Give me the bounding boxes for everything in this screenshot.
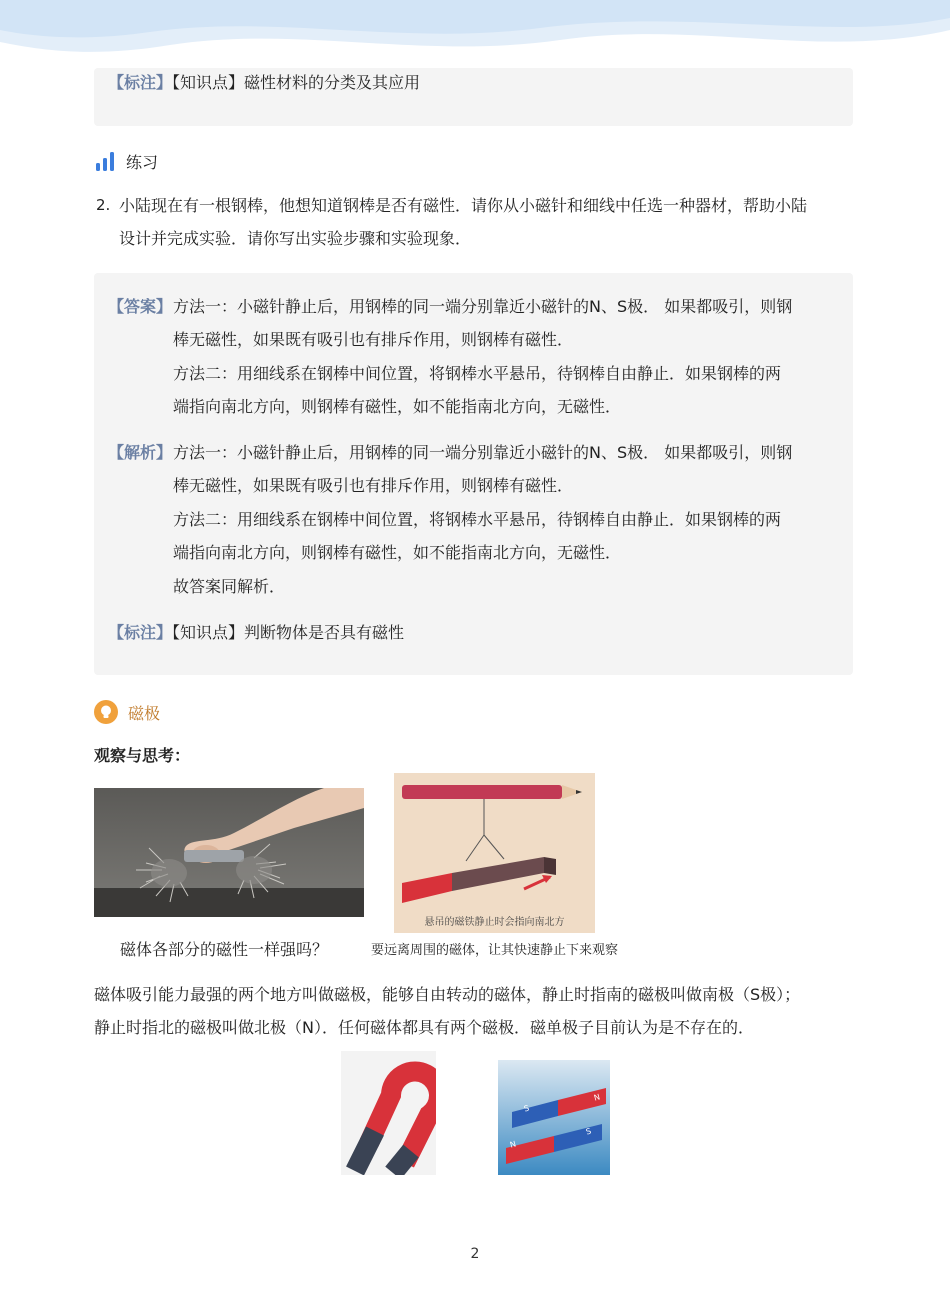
practice-heading xyxy=(94,150,158,173)
caption-1: 磁体各部分的磁性一样强吗？ xyxy=(120,940,329,959)
answer-note-line xyxy=(108,616,404,649)
analysis-line: 方法一：小磁针静止后，用钢棒的同一端分别靠近小磁针的N、S极． 如果都吸引，则钢 xyxy=(173,443,793,462)
question-number: 2. xyxy=(96,196,111,214)
header-wave-decoration xyxy=(0,0,950,70)
question-line-1: 小陆现在有一根钢棒，他想知道钢棒是否有磁性．请你从小磁针和细线中任选一种器材，帮助小陆 xyxy=(119,196,808,215)
magnetic-pole-heading xyxy=(94,700,160,724)
suspended-magnet-figure xyxy=(394,773,595,933)
answer-line: 方法一：小磁针静止后，用钢棒的同一端分别靠近小磁针的N、S极． 如果都吸引，则钢 xyxy=(173,297,793,316)
knowledge-point: 【知识点】判断物体是否具有磁性 xyxy=(172,623,405,642)
answer-line: 端指向南北方向，则钢棒有磁性，如不能指南北方向，无磁性． xyxy=(173,397,622,416)
magnet-pole-label-s: S xyxy=(584,1126,593,1137)
practice-title: 练习 xyxy=(126,153,159,172)
page-number: 2 xyxy=(470,1246,480,1262)
lightbulb-icon xyxy=(94,700,118,724)
figure2-caption: 悬吊的磁铁静止时会指向南北方 xyxy=(424,917,565,928)
magnet-pole-label-s: S xyxy=(522,1103,531,1114)
answer-line: 棒无磁性，如果既有吸引也有排斥作用，则钢棒有磁性． xyxy=(173,330,574,349)
horseshoe-magnet-image xyxy=(341,1051,436,1175)
suspended-magnet-drawing xyxy=(394,773,595,913)
bar-magnets-image xyxy=(498,1060,610,1175)
analysis-line: 方法二：用细线系在钢棒中间位置，将钢棒水平悬吊，待钢棒自由静止．如果钢棒的两 xyxy=(173,510,782,529)
analysis-line: 端指向南北方向，则钢棒有磁性，如不能指南北方向，无磁性． xyxy=(173,543,622,562)
answer-line: 方法二：用细线系在钢棒中间位置，将钢棒水平悬吊，待钢棒自由静止．如果钢棒的两 xyxy=(173,364,782,383)
caption-2: 要远离周围的磁体，让其快速静止下来观察 xyxy=(371,943,619,958)
analysis-line: 棒无磁性，如果既有吸引也有排斥作用，则钢棒有磁性． xyxy=(173,476,574,495)
analysis-label: 【解析】 xyxy=(108,443,173,462)
knowledge-point: 【知识点】磁性材料的分类及其应用 xyxy=(172,73,421,92)
analysis-line: 故答案同解析． xyxy=(173,577,286,596)
question-line-2: 设计并完成实验．请你写出实验步骤和实验现象． xyxy=(119,229,472,248)
definition-line-2: 静止时指北的磁极叫做北极（N）．任何磁体都具有两个磁极．磁单极子目前认为是不存在的． xyxy=(94,1018,754,1037)
answer-label: 【答案】 xyxy=(108,297,173,316)
magnet-pole-label-n: N xyxy=(592,1092,602,1103)
iron-filings-photo xyxy=(94,788,364,917)
top-note-line xyxy=(108,66,420,99)
magnetic-pole-title: 磁极 xyxy=(128,703,161,723)
bar-chart-icon xyxy=(94,152,116,172)
definition-line-1: 磁体吸引能力最强的两个地方叫做磁极，能够自由转动的磁体，静止时指南的磁极叫做南极（S极）； xyxy=(94,985,801,1004)
tag-label: 【标注】 xyxy=(108,623,173,642)
tag-label: 【标注】 xyxy=(108,73,173,92)
magnet-pole-label-n: N xyxy=(508,1139,518,1150)
observe-heading: 观察与思考： xyxy=(94,746,191,765)
